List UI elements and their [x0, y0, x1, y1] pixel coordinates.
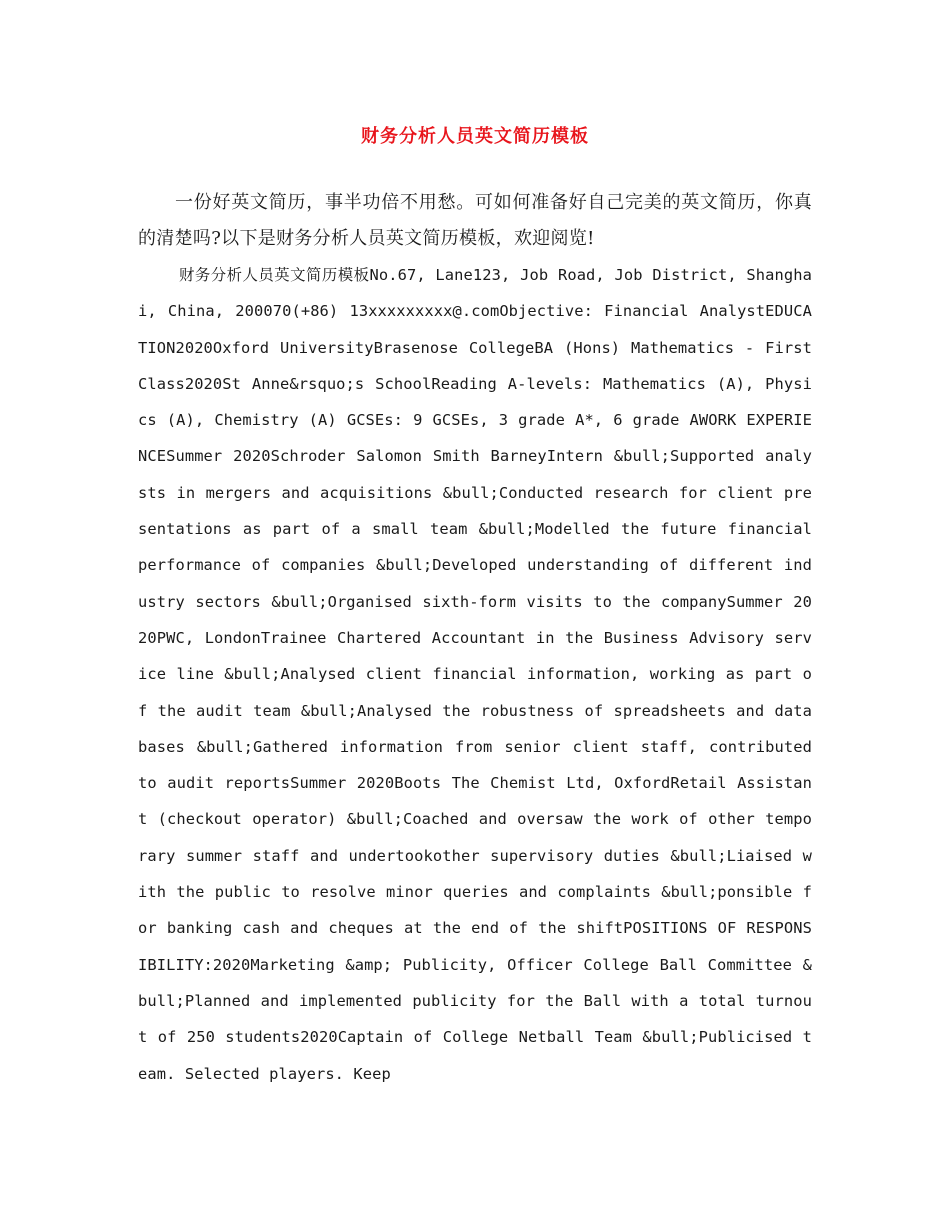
document-title: 财务分析人员英文简历模板 [361, 126, 589, 147]
document-content [138, 185, 812, 1092]
intro-paragraph: 一份好英文简历，事半功倍不用愁。可如何准备好自己完美的英文简历，你真的清楚吗?以下是财务分析人员英文简历模板，欢迎阅览! [138, 192, 812, 249]
resume-body-paragraph: 财务分析人员英文简历模板No.67, Lane123, Job Road, Job District, Shanghai, China, 200070(+86) 13xxxxxxxxx@.comObjective: Financial AnalystEDUCATION2020Oxford UniversityBrasenose CollegeBA (Hons) Mathematics - First Class2020St Anne&rsquo;s SchoolReading A-levels: Mathematics (A), Physics (A), Chemistry (A) GCSEs: 9 GCSEs, 3 grade A*, 6 grade AWORK EXPERIENCESummer 2020Schroder Salomon Smith BarneyIntern &bull;Supported analysts in mergers and acquisitions &bull;Conducted research for client presentations as part of a small team &bull;Modelled the future financial performance of companies &bull;Developed understanding of different industry sectors &bull;Organised sixth-form visits to the companySummer 2020PWC, LondonTrainee Chartered Accountant in the Business Advisory service line &bull;Analysed client financial information, working as part of the audit team &bull;Analysed the robustness of spreadsheets and databases &bull;Gathered information from senior client staff, contributed to audit reportsSummer 2020Boots The Chemist Ltd, OxfordRetail Assistant (checkout operator) &bull;Coached and oversaw the work of other temporary summer staff and undertookother supervisory duties &bull;Liaised with the public to resolve minor queries and complaints &bull;ponsible for banking cash and cheques at the end of the shiftPOSITIONS OF RESPONSIBILITY:2020Marketing &amp; Publicity, Officer College Ball Committee &bull;Planned and implemented publicity for the Ball with a total turnout of 250 students2020Captain of College Netball Team &bull;Publicised team. Selected players. Keep [138, 266, 812, 1083]
